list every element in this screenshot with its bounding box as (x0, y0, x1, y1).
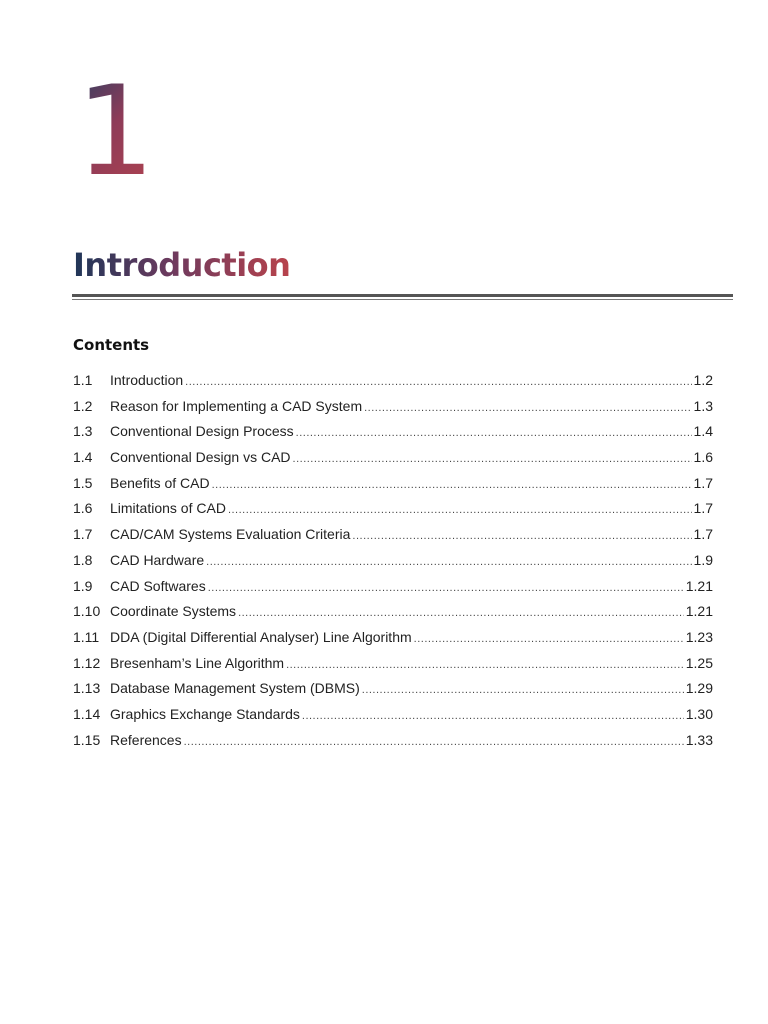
toc-leader-dots (185, 372, 691, 388)
toc-entry-page: 1.23 (685, 628, 713, 645)
toc-entry-page: 1.21 (685, 577, 713, 594)
toc-entry-label: Coordinate Systems (110, 603, 237, 620)
table-of-contents (73, 372, 713, 757)
toc-entry-label: References (110, 731, 182, 748)
contents-heading: Contents (73, 336, 150, 354)
toc-entry-number: 1.1 (73, 372, 93, 388)
toc-entry-page: 1.7 (693, 500, 713, 517)
toc-leader-dots (293, 449, 692, 465)
toc-entry-page: 1.30 (685, 705, 713, 722)
toc-entry[interactable] (73, 449, 713, 475)
toc-entry-label: CAD Hardware (110, 551, 205, 568)
toc-entry-label: Benefits of CAD (110, 474, 210, 491)
toc-entry-page: 1.21 (685, 603, 713, 620)
toc-leader-dots (302, 706, 684, 722)
toc-entry-label: Database Management System (DBMS) (110, 680, 360, 697)
toc-entry-number: 1.5 (73, 474, 93, 491)
toc-leader-dots (212, 475, 692, 491)
toc-entry-label: Reason for Implementing a CAD System (110, 397, 363, 414)
toc-entry-label: Bresenham’s Line Algorithm (110, 654, 285, 671)
toc-entry[interactable] (73, 552, 713, 578)
toc-entry-page: 1.9 (693, 551, 713, 568)
toc-leader-dots (228, 500, 692, 516)
toc-entry[interactable] (73, 732, 713, 758)
toc-entry-label: CAD Softwares (110, 577, 206, 594)
toc-entry-number: 1.15 (73, 731, 101, 748)
toc-entry[interactable] (73, 680, 713, 706)
toc-entry-label: DDA (Digital Differential Analyser) Line Algorithm (110, 628, 412, 645)
toc-leader-dots (296, 423, 692, 439)
toc-entry-number: 1.2 (73, 397, 93, 414)
toc-entry-number: 1.11 (73, 628, 100, 645)
toc-entry-number: 1.14 (73, 705, 101, 722)
toc-entry-page: 1.4 (693, 423, 713, 440)
toc-entry[interactable] (73, 423, 713, 449)
toc-entry-page: 1.7 (693, 526, 713, 543)
toc-entry-label: Limitations of CAD (110, 500, 226, 517)
toc-entry-page: 1.25 (685, 654, 713, 671)
toc-entry[interactable] (73, 475, 713, 501)
toc-leader-dots (286, 655, 684, 671)
toc-leader-dots (238, 603, 684, 619)
toc-entry[interactable] (73, 500, 713, 526)
toc-leader-dots (206, 552, 691, 568)
toc-entry-number: 1.7 (73, 526, 93, 543)
toc-entry-number: 1.8 (73, 551, 93, 568)
toc-leader-dots (352, 526, 691, 542)
toc-leader-dots (362, 680, 684, 696)
toc-entry-number: 1.3 (73, 423, 93, 440)
chapter-number: 1 (76, 60, 155, 204)
toc-entry-page: 1.33 (685, 731, 713, 748)
toc-entry-number: 1.6 (73, 500, 93, 517)
title-rule (72, 294, 733, 297)
toc-entry-number: 1.13 (73, 680, 101, 697)
toc-entry-page: 1.2 (693, 372, 713, 388)
toc-entry[interactable] (73, 526, 713, 552)
toc-entry-label: Introduction (110, 372, 184, 388)
toc-entry[interactable] (73, 603, 713, 629)
toc-entry-page: 1.6 (693, 449, 713, 466)
toc-entry-label: CAD/CAM Systems Evaluation Criteria (110, 526, 351, 543)
toc-leader-dots (208, 578, 684, 594)
toc-entry-number: 1.4 (73, 449, 93, 466)
toc-entry-label: Graphics Exchange Standards (110, 705, 300, 722)
toc-entry-label: Conventional Design Process (110, 423, 294, 440)
toc-entry[interactable] (73, 655, 713, 681)
toc-entry-label: Conventional Design vs CAD (110, 449, 291, 466)
toc-entry[interactable] (73, 578, 713, 604)
toc-leader-dots (364, 398, 691, 414)
toc-entry-number: 1.12 (73, 654, 101, 671)
toc-entry-number: 1.10 (73, 603, 101, 620)
toc-leader-dots (184, 732, 684, 748)
toc-leader-dots (414, 629, 684, 645)
toc-entry-number: 1.9 (73, 577, 93, 594)
toc-entry[interactable] (73, 398, 713, 424)
title-rule-thin (72, 299, 733, 300)
toc-entry-page: 1.7 (693, 474, 713, 491)
toc-entry-page: 1.29 (685, 680, 713, 697)
toc-entry[interactable] (73, 372, 713, 398)
toc-entry[interactable] (73, 706, 713, 732)
chapter-title: Introduction (73, 246, 291, 284)
toc-entry-page: 1.3 (693, 397, 713, 414)
toc-entry[interactable] (73, 629, 713, 655)
